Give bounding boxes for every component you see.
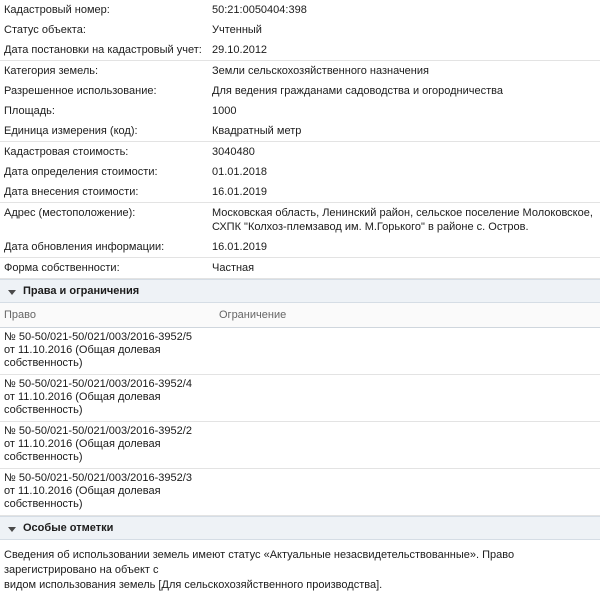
notes-section-title: Особые отметки	[23, 522, 114, 534]
detail-key: Кадастровая стоимость:	[4, 146, 129, 158]
column-header-restriction: Ограничение	[209, 303, 600, 328]
rights-section-title: Права и ограничения	[23, 285, 140, 297]
detail-value: Квадратный метр	[206, 121, 600, 142]
notes-line-2: видом использования земель [Для сельскохозяйственного производства].	[4, 579, 383, 591]
right-date: от 11.10.2016 (Общая долевая	[4, 391, 161, 403]
detail-key: Статус объекта:	[4, 24, 86, 36]
restriction-cell	[209, 375, 600, 422]
column-header-right: Право	[0, 303, 209, 328]
rights-table-head	[0, 303, 600, 328]
detail-row-address	[0, 203, 600, 238]
detail-value: 01.01.2018	[212, 166, 268, 178]
notes-content	[0, 540, 600, 599]
right-cell	[0, 469, 209, 516]
detail-value: Учтенный	[212, 24, 262, 36]
notes-line-1: Сведения об использовании земель имеют статус «Актуальные незасвидетельствованные». Право зарегистрировано на объект с	[4, 549, 515, 576]
detail-key: Дата постановки на кадастровый учет:	[0, 40, 206, 61]
detail-value: 16.01.2019	[206, 182, 600, 203]
right-cell	[0, 375, 209, 422]
detail-row	[0, 162, 600, 182]
object-details-table	[0, 0, 600, 279]
right-number: № 50-50/021-50/021/003/2016-3952/3	[4, 472, 192, 484]
object-details-body	[0, 0, 600, 279]
detail-key: Разрешенное использование:	[4, 85, 157, 97]
rights-table	[0, 303, 600, 516]
detail-key: Категория земель:	[4, 65, 99, 77]
rights-section-header[interactable]	[0, 279, 600, 303]
detail-row	[0, 81, 600, 101]
detail-row	[0, 101, 600, 121]
right-type: собственность)	[4, 451, 83, 463]
chevron-down-icon	[8, 527, 16, 532]
detail-row	[0, 182, 600, 203]
right-date: от 11.10.2016 (Общая долевая	[4, 344, 161, 356]
detail-key: Дата обновления информации:	[0, 237, 206, 258]
detail-key: Единица измерения (код):	[0, 121, 206, 142]
detail-value: Частная	[206, 258, 600, 279]
detail-value: 3040480	[212, 146, 255, 158]
detail-row	[0, 40, 600, 61]
right-date: от 11.10.2016 (Общая долевая	[4, 438, 161, 450]
table-row	[0, 469, 600, 516]
right-type: собственность)	[4, 404, 83, 416]
detail-value: 29.10.2012	[206, 40, 600, 61]
notes-section-header[interactable]	[0, 516, 600, 540]
detail-key: Дата внесения стоимости:	[0, 182, 206, 203]
detail-row	[0, 20, 600, 40]
detail-key: Форма собственности:	[0, 258, 206, 279]
detail-row	[0, 142, 600, 163]
restriction-cell	[209, 469, 600, 516]
detail-key: Адрес (местоположение):	[4, 207, 136, 219]
detail-value: 16.01.2019	[206, 237, 600, 258]
detail-row	[0, 121, 600, 142]
detail-row	[0, 0, 600, 20]
detail-row	[0, 237, 600, 258]
right-type: собственность)	[4, 357, 83, 369]
restriction-cell	[209, 422, 600, 469]
rights-header-row	[0, 303, 600, 328]
detail-value: Московская область, Ленинский район, сельское поселение Молоковское, СХПК "Колхоз-племзавод им. М.Горького" в районе с. Остров.	[212, 207, 593, 233]
table-row	[0, 375, 600, 422]
right-cell	[0, 422, 209, 469]
detail-row	[0, 61, 600, 82]
right-number: № 50-50/021-50/021/003/2016-3952/2	[4, 425, 192, 437]
table-row	[0, 328, 600, 375]
detail-key: Дата определения стоимости:	[4, 166, 158, 178]
right-cell	[0, 328, 209, 375]
detail-value: 50:21:0050404:398	[212, 4, 307, 16]
rights-table-body	[0, 328, 600, 516]
detail-value: 1000	[212, 105, 237, 117]
restriction-cell	[209, 328, 600, 375]
table-row	[0, 422, 600, 469]
detail-key: Кадастровый номер:	[4, 4, 110, 16]
right-number: № 50-50/021-50/021/003/2016-3952/5	[4, 331, 192, 343]
chevron-down-icon	[8, 290, 16, 295]
right-date: от 11.10.2016 (Общая долевая	[4, 485, 161, 497]
detail-value: Земли сельскохозяйственного назначения	[212, 65, 429, 77]
detail-value: Для ведения гражданами садоводства и огородничества	[212, 85, 504, 97]
right-type: собственность)	[4, 498, 83, 510]
detail-key: Площадь:	[4, 105, 55, 117]
detail-row	[0, 258, 600, 279]
right-number: № 50-50/021-50/021/003/2016-3952/4	[4, 378, 192, 390]
